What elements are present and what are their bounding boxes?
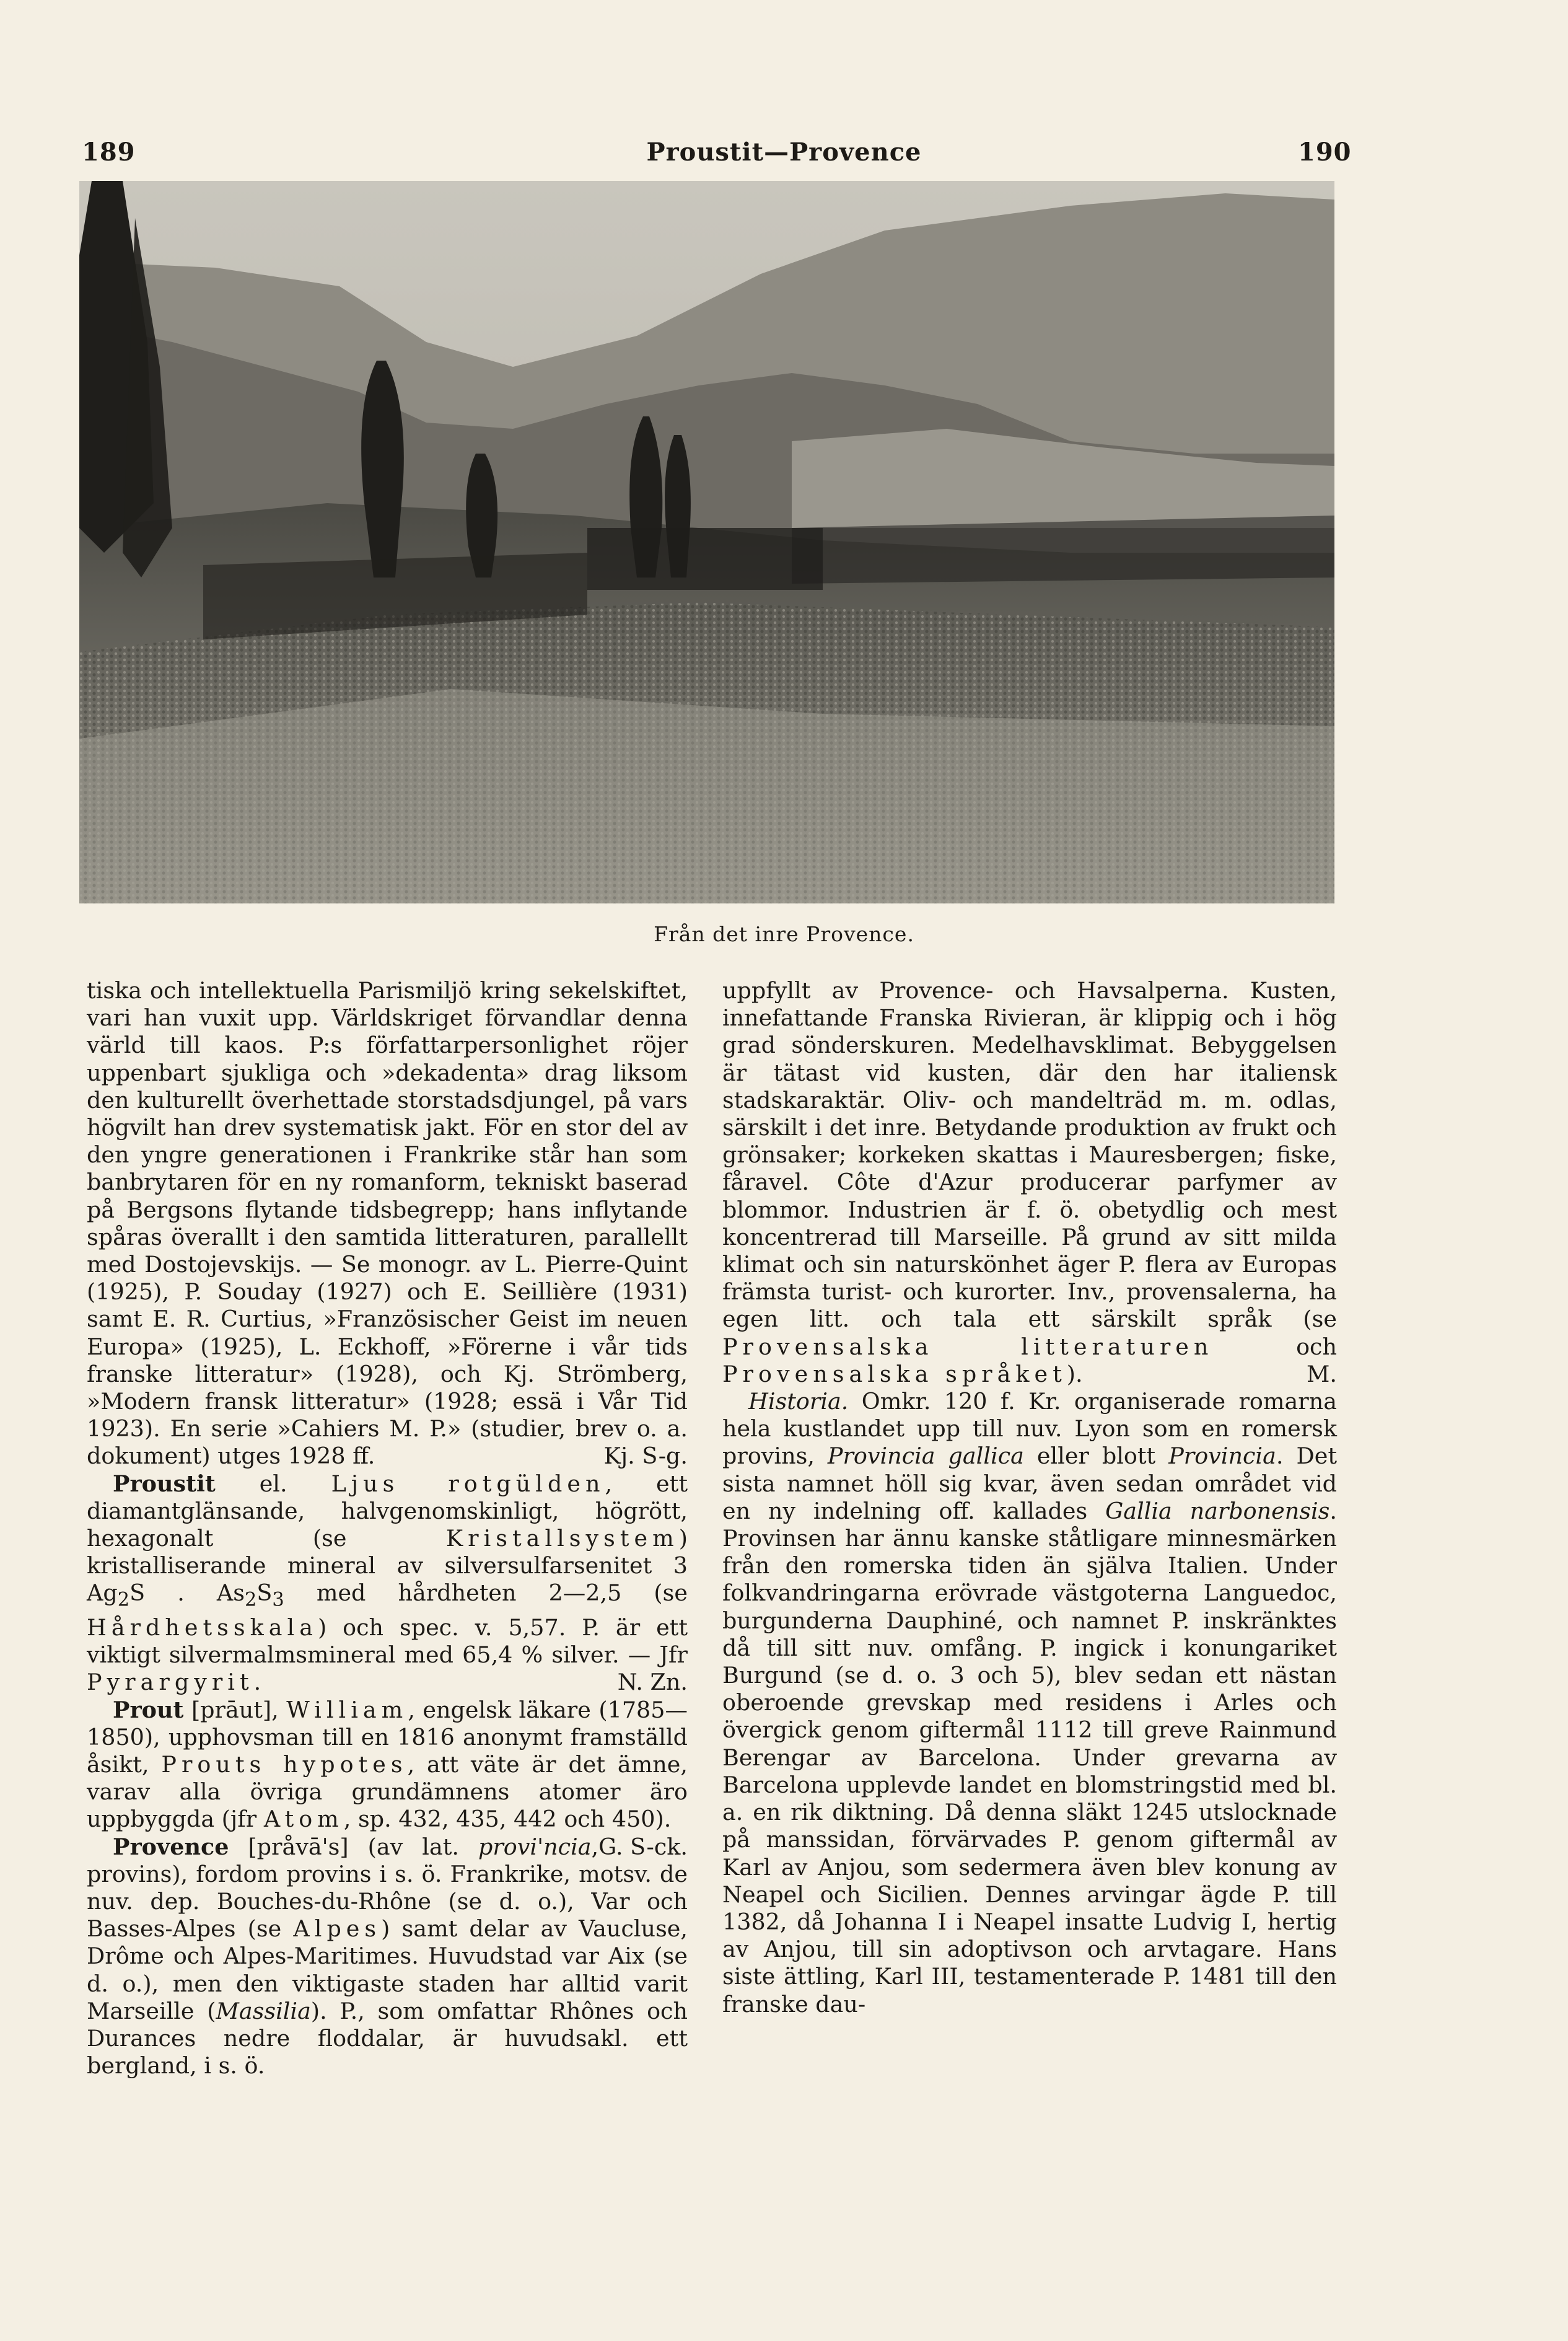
entry-proustit [87, 1470, 688, 1697]
spaced-term: Ljus rotgülden [331, 1470, 605, 1497]
entry-text: [prāut], [183, 1696, 287, 1723]
proust-article-text: tiska och intellektuella Parismiljö kring sekelskiftet, vari han vuxit upp. Världskriget förvandlar denna värld till kaos. P:s författarpersonlighet röjer uppenbart sjukliga och »dekadenta» drag liksom den kulturellt överhettade storstadsdjungel, på vars högvilt han drev systematisk jakt. För en stor del av den yngre generationen i Frankrike står han som banbrytaren för en ny romanform, tekniskt baserad på Bergsons flytande tidsbegrepp; hans inflytande spåras överallt i den samtida litteraturen, parallellt med Dostojevskijs. — Se monogr. av L. Pierre-Quint (1925), P. Souday (1927) och E. Seillière (1931) samt E. R. Curtius, »Französischer Geist im neuen Europa» (1925), L. Eckhoff, »Förerne i vår tids franske litteratur» (1928), och Kj. Strömberg, »Modern fransk litteratur» (1928; essä i Vår Tid 1923). En serie »Cahiers M. P.» (studier, brev o. a. dokument) utges 1928 ff. [87, 977, 688, 1470]
entry-text: . [253, 1669, 261, 1696]
italic-term: Massilia [216, 1997, 311, 2024]
entry-text: , sp. 432, 435, 442 och 450). [343, 1806, 672, 1833]
cross-reference: Alpes [293, 1915, 382, 1943]
section-heading-history: Historia. [748, 1388, 849, 1415]
landscape-photo-image [79, 181, 1334, 903]
cross-reference: Provensalska språket [722, 1360, 1067, 1387]
subscript: 2 [245, 1589, 257, 1611]
page-number-left: 189 [82, 138, 136, 167]
proust-article-continuation [87, 977, 688, 1470]
entry-text: S [256, 1579, 273, 1607]
author-signature: N. Zn. [617, 1669, 688, 1696]
entry-text: , engelsk läkare (1785—1850), upphovsman till en 1816 anonymt framställd åsikt, [87, 1696, 688, 1778]
cross-reference: Provensalska litteraturen [722, 1333, 1214, 1360]
entry-text: ) kristalliserande mineral av silversulfarsenitet 3 Ag [87, 1525, 688, 1607]
provence-history [722, 1388, 1337, 2018]
entry-text: med hårdheten 2—2,5 (se [284, 1579, 688, 1607]
entry-text: uppfyllt av Provence- och Havsalperna. Kusten, innefattande Franska Rivieran, är klippig och i hög grad sönderskuren. Medelhavsklimat. Bebyggelsen är tätast vid kusten, där den har italiensk stadskaraktär. Oliv- och mandelträd m. m. odlas, särskilt i det inre. Betydande produktion av frukt och grönsaker; korkeken skattas i Mauresbergen; fiske, fåravel. Côte d'Azur producerar parfymer av blommor. Industrien är f. ö. obetydlig och mest koncentrerad till Marseille. På grund av sitt milda klimat och sin naturskönhet äger P. flera av Europas främsta turist- och kurorter. Inv., provensalerna, ha egen litt. och tala ett särskilt språk (se [722, 977, 1337, 1333]
entry-text: . Det sista namnet höll sig kvar, även sedan området vid en ny indelning off. kallades [722, 1443, 1337, 1524]
entry-text: el. [215, 1470, 331, 1497]
entry-text: S . As [129, 1579, 245, 1607]
figure-caption: Från det inre Provence. [654, 922, 914, 946]
subscript: 2 [117, 1589, 130, 1611]
cross-reference: Kristallsystem [445, 1525, 679, 1552]
entry-text: ) och spec. v. 5,57. P. är ett viktigt silvermalmsmineral med 65,4 % silver. — Jfr [87, 1614, 688, 1669]
cross-reference: Pyrargyrit [87, 1669, 254, 1696]
italic-term: provi'ncia [478, 1833, 592, 1860]
entry-text: ) samt delar av Vaucluse, Drôme och Alpes-Maritimes. Huvudstad var Aix (se d. o.), men den viktigaste staden har alltid varit Marseille ( [87, 1915, 688, 2024]
entry-text: . Provinsen har ännu kanske ståtligare minnesmärken från den romerska tiden än själva Italien. Under folkvandringarna erövrade västgoterna Languedoc, burgunderna Dauphiné, och namnet P. inskränktes då till sitt nuv. omfång. P. ingick i konungariket Burgund (se d. o. 3 och 5), blev sedan ett nästan oberoende grevskap med residens i Arles och övergick genom giftermål 1112 till greve Rainmund Berengar av Barcelona. Under grevarna av Barcelona upplevde landet en blomstringstid med bl. a. en rik diktning. Då denna släkt 1245 utslocknade på manssidan, förvärvades P. genom giftermål av Karl av Anjou, som sedermera även blev konung av Neapel och Sicilien. Dennes arvingar ägde P. till 1382, då Johanna I i Neapel insatte Ludvig I, hertig av Anjou, till sin adoptivson och arvtagare. Hans siste ättling, Karl III, testamenterade P. 1481 till den franske dau- [722, 1497, 1337, 2018]
author-signature: G. S-ck. [598, 1833, 688, 1860]
page-number-right: 190 [1298, 138, 1352, 167]
entry-text: ). P., som omfattar Rhônes och Durances nedre floddalar, är huvudsakl. ett bergland, i s. ö. [87, 1997, 688, 2080]
entry-text: eller blott [1023, 1443, 1169, 1470]
left-column [87, 977, 688, 2080]
headword-provence: Provence [113, 1833, 229, 1860]
provence-geography [722, 977, 1337, 1388]
right-column [722, 977, 1337, 2018]
cross-reference: Atom [263, 1806, 344, 1833]
italic-term: Provincia [1168, 1443, 1276, 1470]
entry-text: Omkr. 120 f. Kr. organiserade romarna hela kustlandet upp till nuv. Lyon som en romersk provins, [722, 1388, 1337, 1470]
entry-text: [pråvā's] (av lat. [229, 1833, 478, 1860]
author-signature: Kj. S-g. [603, 1443, 688, 1470]
entry-text: och [1213, 1333, 1337, 1360]
entry-text: ). [1066, 1360, 1083, 1387]
running-title: Proustit—Provence [646, 138, 922, 167]
subscript: 3 [272, 1589, 284, 1611]
headword-proustit: Proustit [113, 1470, 216, 1497]
author-signature: M. [1307, 1360, 1337, 1387]
italic-term: Provincia gallica [827, 1443, 1024, 1470]
entry-provence [87, 1834, 688, 2080]
entry-text: , att väte är det ämne, varav alla övriga grundämnens atomer äro uppbyggda (jfr [87, 1750, 688, 1833]
spaced-term: Prouts hypotes [161, 1750, 408, 1778]
entry-text: , provins), fordom provins i s. ö. Frankrike, motsv. de nuv. dep. Bouches-du-Rhône (se d. o.), Var och Basses-Alpes (se [87, 1833, 688, 1943]
italic-term: Gallia narbonensis [1105, 1497, 1330, 1524]
cross-reference: Hårdhetsskala [87, 1614, 318, 1641]
entry-text: , ett diamantglänsande, halvgenomskinligt, högrött, hexagonalt (se [87, 1470, 688, 1552]
spaced-term: William [286, 1696, 408, 1723]
landscape-photo [79, 181, 1334, 903]
headword-prout: Prout [113, 1696, 184, 1723]
